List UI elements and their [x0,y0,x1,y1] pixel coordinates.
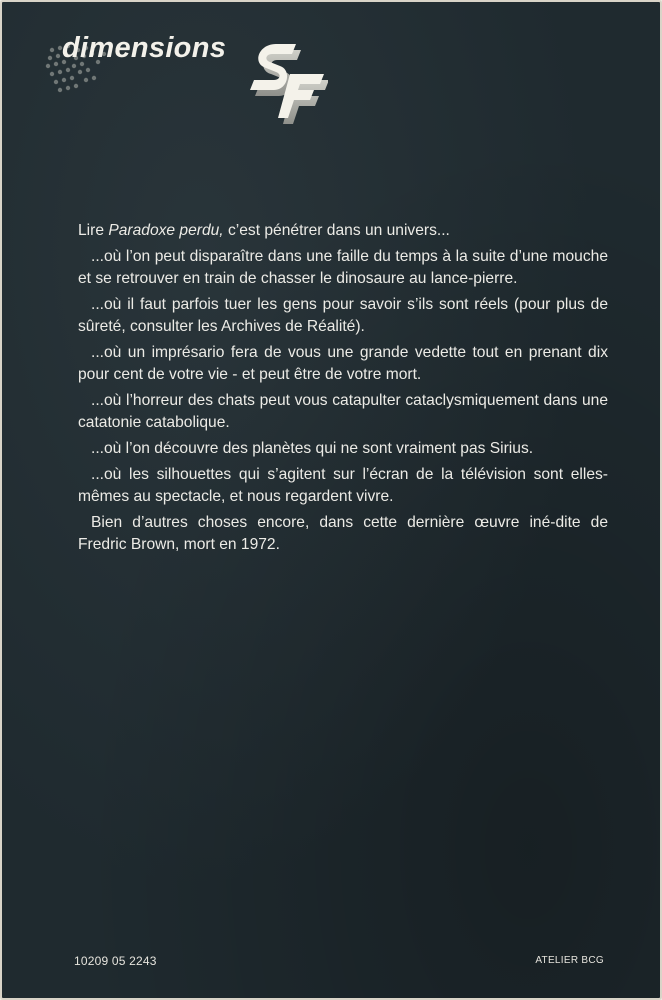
blurb-paragraph: ...où l’horreur des chats peut vous catapulter cataclysmiquement dans une catatonie catabolique. [78,392,608,431]
blurb-closing-paragraph: Bien d’autres choses encore, dans cette dernière œuvre iné-dite de Fredric Brown, mort en 1972. [78,514,608,553]
back-cover-blurb [78,220,608,560]
dimensions-sf-logo [42,28,342,128]
logo-wordmark: dimensions [62,32,227,64]
blurb-paragraph: ...où l’on découvre des planètes qui ne sont vraiment pas Sirius. [91,440,534,457]
blurb-paragraph: ...où il faut parfois tuer les gens pour savoir s’ils sont réels (pour plus de sûreté, consulter les Archives de Réalité). [78,296,608,335]
blurb-intro [78,220,608,242]
isbn-code: 10209 05 2243 [74,954,157,968]
blurb-paragraph: ...où l’on peut disparaître dans une faille du temps à la suite d’une mouche et se retrouver en train de chasser le dinosaure au lance-pierre. [78,248,608,287]
intro-lead-text: Lire [78,222,109,239]
sf-monogram-icon [246,38,328,124]
intro-trailing-text: c’est pénétrer dans un univers... [223,222,450,239]
blurb-paragraph: ...où les silhouettes qui s’agitent sur l’écran de la télévision sont elles-mêmes au spectacle, et nous regardent vivre. [78,466,608,505]
design-credit: ATELIER BCG [535,955,604,966]
blurb-paragraph: ...où un imprésario fera de vous une grande vedette tout en prenant dix pour cent de votre vie - et peut être de votre mort. [78,344,608,383]
book-title: Paradoxe perdu, [108,222,224,239]
